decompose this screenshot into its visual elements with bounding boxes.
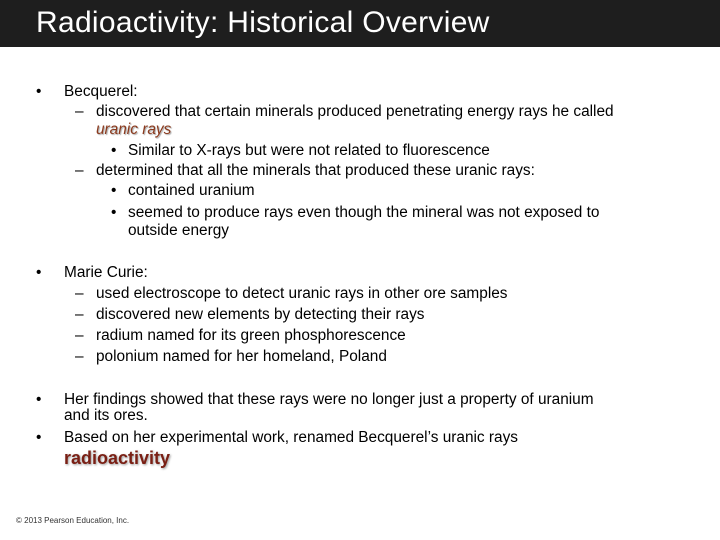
dash-glyph: –	[75, 348, 84, 365]
copyright-footer: © 2013 Pearson Education, Inc.	[16, 516, 130, 525]
becquerel-heading: Becquerel:	[64, 83, 138, 100]
dash-glyph: –	[75, 327, 84, 344]
bullet-glyph: •	[36, 264, 42, 281]
sub-bullet-glyph: •	[111, 142, 117, 159]
curie-point-2: discovered new elements by detecting their rays	[96, 306, 425, 323]
becquerel-subpoint-energy: seemed to produce rays even though the mineral was not exposed to	[128, 204, 600, 221]
dash-glyph: –	[75, 162, 84, 179]
slide-title: Radioactivity: Historical Overview	[36, 6, 490, 39]
becquerel-point-2: determined that all the minerals that produced these uranic rays:	[96, 162, 535, 179]
findings-line-2: and its ores.	[64, 407, 148, 424]
curie-point-4: polonium named for her homeland, Poland	[96, 348, 387, 365]
dash-glyph: –	[75, 103, 84, 120]
curie-point-1: used electroscope to detect uranic rays in other ore samples	[96, 285, 508, 302]
title-bar	[0, 0, 720, 47]
curie-heading: Marie Curie:	[64, 264, 148, 281]
radioactivity-term: radioactivity	[64, 448, 171, 468]
uranic-rays-term: uranic rays	[96, 121, 172, 138]
becquerel-point-1: discovered that certain minerals produced penetrating energy rays he called	[96, 103, 614, 120]
becquerel-subpoint-energy-cont: outside energy	[128, 222, 229, 239]
dash-glyph: –	[75, 306, 84, 323]
sub-bullet-glyph: •	[111, 204, 117, 221]
bullet-glyph: •	[36, 429, 42, 446]
curie-point-3: radium named for its green phosphorescence	[96, 327, 406, 344]
bullet-glyph: •	[36, 83, 42, 100]
dash-glyph: –	[75, 285, 84, 302]
becquerel-subpoint-uranium: contained uranium	[128, 182, 255, 199]
sub-bullet-glyph: •	[111, 182, 117, 199]
renamed-line: Based on her experimental work, renamed Becquerel’s uranic rays	[64, 429, 518, 446]
becquerel-subpoint-xrays: Similar to X-rays but were not related to fluorescence	[128, 142, 490, 159]
bullet-glyph: •	[36, 391, 42, 408]
findings-line-1: Her findings showed that these rays were no longer just a property of uranium	[64, 391, 594, 408]
